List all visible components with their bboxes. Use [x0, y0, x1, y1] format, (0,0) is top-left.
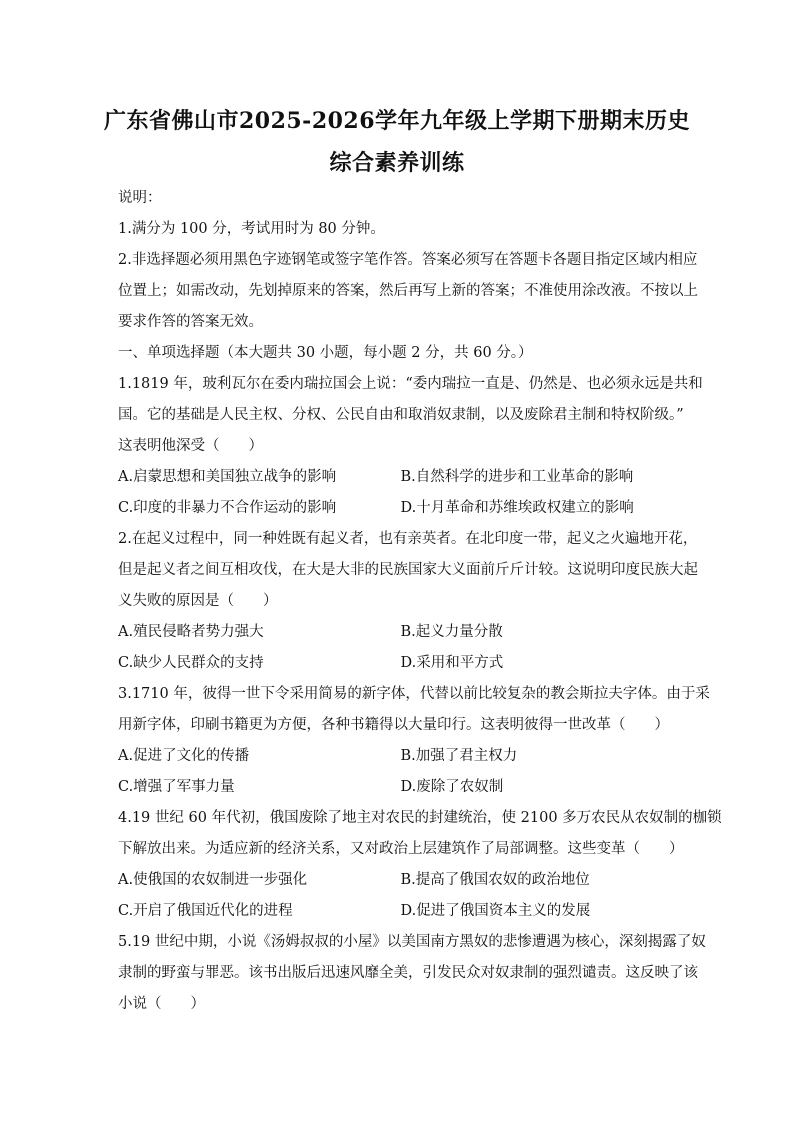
question-2: [118, 524, 698, 679]
exam-title: 广东省佛山市2025-2026学年九年级上学期下册期末历史: [103, 108, 691, 134]
option-a: A.启蒙思想和美国独立战争的影响: [118, 469, 337, 485]
options-row: [118, 772, 683, 803]
options-row: [118, 462, 683, 493]
options-row: [118, 741, 683, 772]
option-a: A.使俄国的农奴制进一步强化: [118, 872, 308, 888]
option-d: D.十月革命和苏维埃政权建立的影响: [400, 500, 634, 516]
exam-subtitle: 综合素养训练: [329, 150, 465, 176]
options-row: [118, 493, 683, 524]
options-row: [118, 617, 683, 648]
question-text: 下解放出来。为适应新的经济关系，又对政治上层建筑作了局部调整。这些变革（ ）: [118, 841, 684, 857]
option-d: D.采用和平方式: [400, 655, 504, 671]
question-text: 隶制的野蛮与罪恶。该书出版后迅速风靡全美，引发民众对奴隶制的强烈谴责。这反映了该: [118, 965, 698, 981]
options-row: [118, 648, 683, 679]
question-3: [118, 679, 710, 803]
instruction-line: 位置上；如需改动，先划掉原来的答案，然后再写上新的答案；不准使用涂改液。不按以上: [118, 283, 698, 299]
option-c: C.增强了军事力量: [118, 779, 235, 795]
instruction-line: 1.满分为 100 分，考试用时为 80 分钟。: [118, 221, 385, 237]
question-text: 用新字体，印刷书籍更为方便，各种书籍得以大量印行。这表明彼得一世改革（ ）: [118, 717, 669, 733]
question-text: 1.1819 年，玻利瓦尔在委内瑞拉国会上说：“委内瑞拉一直是、仍然是、也必须永远是共和: [118, 376, 703, 392]
question-text: 国。它的基础是人民主权、分权、公民自由和取消奴隶制，以及废除君主制和特权阶级。”: [118, 407, 684, 423]
option-c: C.缺少人民群众的支持: [118, 655, 264, 671]
option-b: B.加强了君主权力: [400, 748, 518, 764]
option-b: B.自然科学的进步和工业革命的影响: [400, 469, 634, 485]
option-c: C.印度的非暴力不合作运动的影响: [118, 500, 337, 516]
question-5: [118, 927, 706, 1020]
instructions: [118, 183, 722, 1020]
options-row: [118, 896, 683, 927]
option-a: A.促进了文化的传播: [118, 748, 250, 764]
question-text: 小说（ ）: [118, 996, 205, 1012]
question-text: 这表明他深受（ ）: [118, 438, 263, 454]
question-text: 2.在起义过程中，同一种姓既有起义者，也有亲英者。在北印度一带，起义之火遍地开花，: [118, 531, 698, 547]
options-row: [118, 865, 683, 896]
option-d: D.促进了俄国资本主义的发展: [400, 903, 591, 919]
question-text: 义失败的原因是（ ）: [118, 593, 278, 609]
instruction-line: 2.非选择题必须用黑色字迹钢笔或签字笔作答。答案必须写在答题卡各题目指定区域内相应: [118, 252, 698, 268]
option-d: D.废除了农奴制: [400, 779, 504, 795]
option-b: B.起义力量分散: [400, 624, 503, 640]
section-heading: 一、单项选择题（本大题共 30 小题，每小题 2 分，共 60 分。）: [118, 345, 533, 361]
question-text: 但是起义者之间互相攻伐，在大是大非的民族国家大义面前斤斤计较。这说明印度民族大起: [118, 562, 698, 578]
question-text: 5.19 世纪中期，小说《汤姆叔叔的小屋》以美国南方黑奴的悲惨遭遇为核心，深刻揭露了奴: [118, 934, 706, 950]
question-text: 4.19 世纪 60 年代初，俄国废除了地主对农民的封建统治，使 2100 多万农民从农奴制的枷锁: [118, 810, 722, 826]
instruction-line: 要求作答的答案无效。: [118, 314, 263, 330]
option-b: B.提高了俄国农奴的政治地位: [400, 872, 590, 888]
option-c: C.开启了俄国近代化的进程: [118, 903, 293, 919]
question-4: [118, 803, 722, 927]
instructions-heading: 说明：: [118, 190, 162, 206]
question-text: 3.1710 年，彼得一世下令采用简易的新字体，代替以前比较复杂的教会斯拉夫字体。由于采: [118, 686, 710, 702]
option-a: A.殖民侵略者势力强大: [118, 624, 264, 640]
question-1: [118, 369, 703, 524]
